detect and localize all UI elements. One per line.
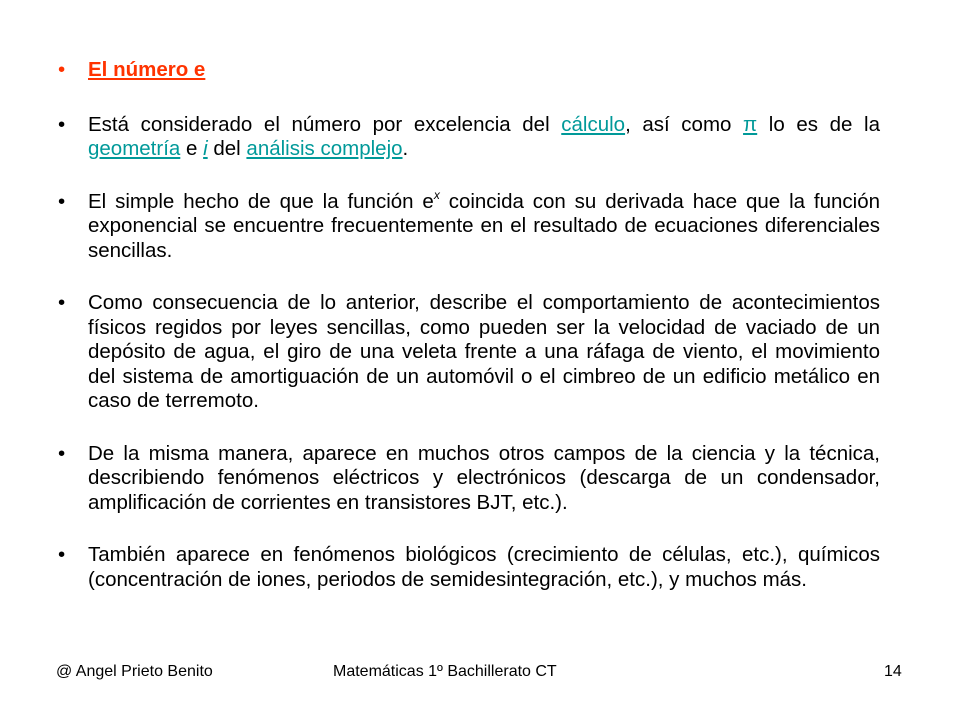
link-calculo[interactable]: cálculo bbox=[561, 112, 626, 136]
link-i[interactable]: i bbox=[203, 137, 208, 160]
footer-author: @ Angel Prieto Benito bbox=[56, 663, 213, 680]
bullet-list bbox=[58, 58, 880, 620]
text-segment: lo es de la bbox=[757, 112, 880, 136]
text-segment: . bbox=[402, 137, 409, 160]
link-geometria[interactable]: geometría bbox=[88, 137, 181, 160]
bullet-marker: • bbox=[58, 189, 66, 213]
text-segment: El simple hecho de que la función e bbox=[88, 189, 434, 213]
link-pi[interactable]: π bbox=[743, 112, 758, 136]
footer-course: Matemáticas 1º Bachillerato CT bbox=[333, 663, 557, 680]
bullet-physics bbox=[58, 291, 880, 414]
bullet-marker: • bbox=[58, 441, 66, 465]
bullet-biology bbox=[58, 543, 880, 592]
bullet-marker: • bbox=[58, 58, 66, 81]
text-segment: del bbox=[207, 137, 247, 160]
bullet-text: También aparece en fenómenos biológicos (crecimiento de células, etc.), químicos (concentración de iones, periodos de semidesintegración, etc.), y muchos más. bbox=[88, 543, 880, 591]
bullet-calculus bbox=[58, 113, 880, 162]
bullet-marker: • bbox=[58, 112, 66, 136]
bullet-text: De la misma manera, aparece en muchos otros campos de la ciencia y la técnica, describiendo fenómenos eléctricos y electrónicos (descarga de un condensador, amplificación de corrientes en transistores BJT, etc.). bbox=[88, 441, 880, 514]
bullet-marker: • bbox=[58, 291, 66, 314]
footer-page-number: 14 bbox=[884, 663, 902, 680]
bullet-engineering bbox=[58, 442, 880, 516]
text-segment: coincida con su derivada hace que la función exponencial se encuentre frecuentemente en el resultado de ecuaciones diferenciales sencillas. bbox=[88, 189, 880, 262]
bullet-text: Como consecuencia de lo anterior, describe el comportamiento de acontecimientos físicos regidos por leyes sencillas, como pueden ser la velocidad de vaciado de un depósito de agua, el giro de una veleta frente a una ráfaga de viento, el movimiento del sistema de amortiguación de un automóvil o el cimbreo de un edificio metálico en caso de terremoto. bbox=[88, 291, 880, 412]
bullet-derivative bbox=[58, 187, 880, 264]
text-segment: Está considerado el número por excelencia del bbox=[88, 112, 562, 136]
superscript-x: x bbox=[433, 187, 440, 202]
slide-title[interactable]: El número e bbox=[88, 58, 206, 81]
link-analisis-complejo[interactable]: análisis complejo bbox=[246, 137, 403, 160]
bullet-marker: • bbox=[58, 543, 66, 566]
text-segment: , así como bbox=[625, 112, 744, 136]
bullet-title bbox=[58, 58, 880, 83]
text-segment: e bbox=[180, 137, 204, 160]
